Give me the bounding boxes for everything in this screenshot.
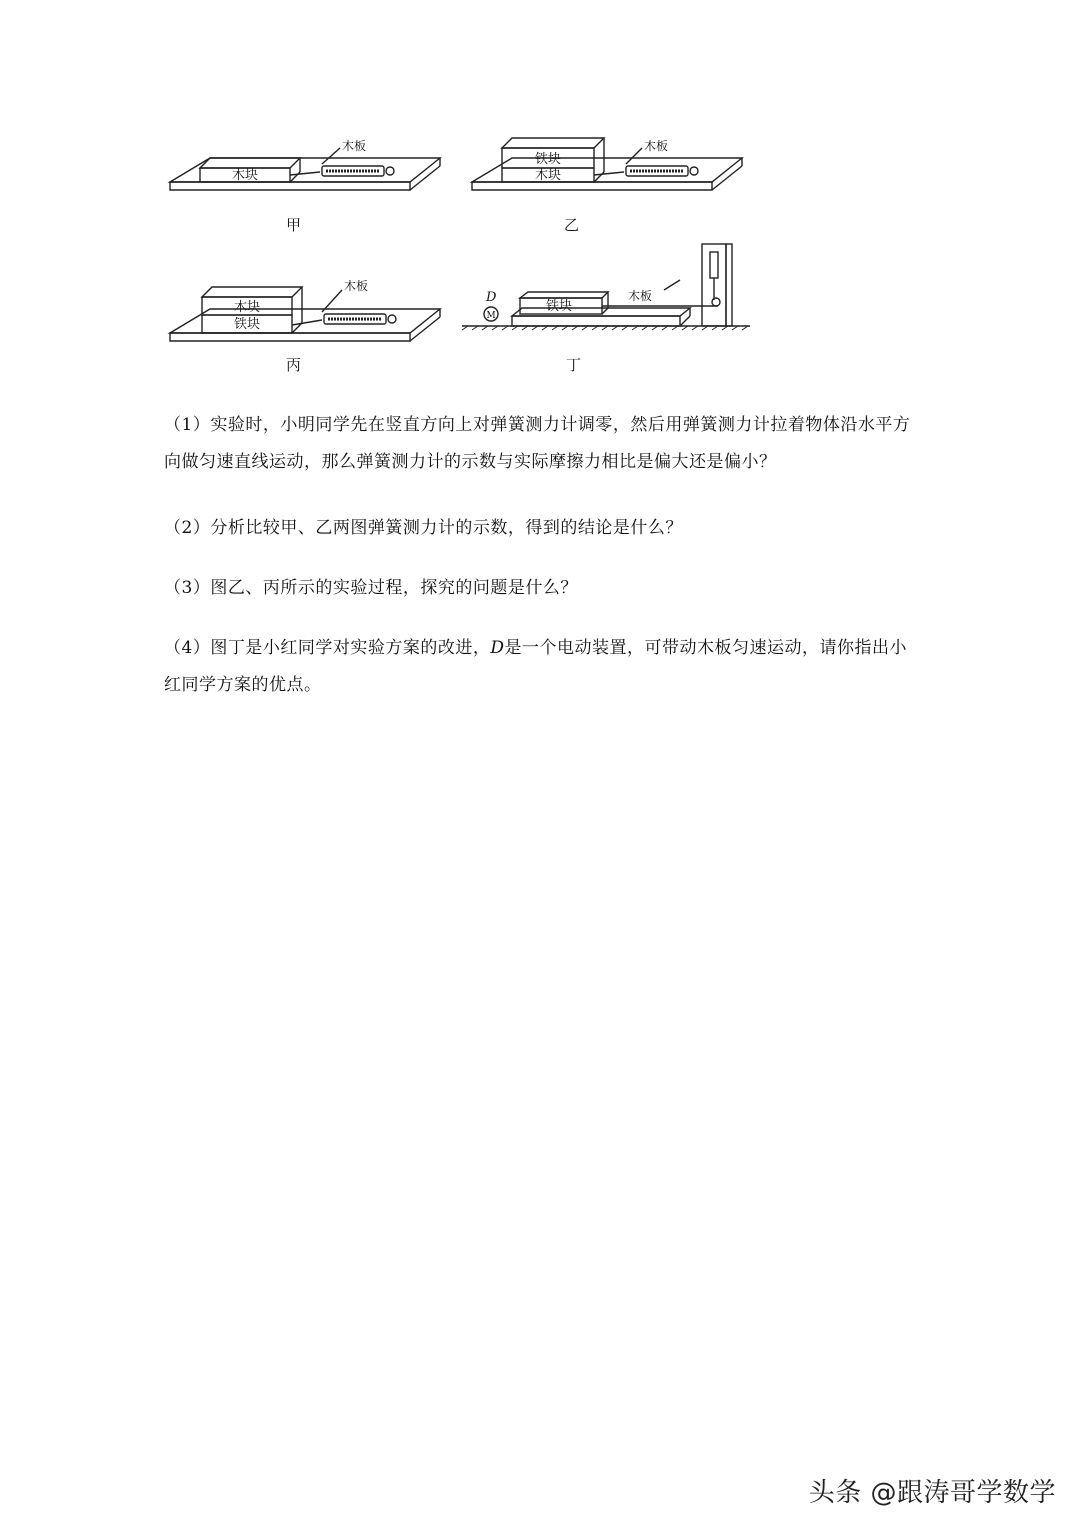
experiment-figure [150,130,770,380]
question-4-italic-d: D [490,638,505,658]
panel-bing [170,287,440,341]
watermark: 头条 @跟涛哥学数学 [808,1478,1056,1508]
question-1: （1）实验时，小明同学先在竖直方向上对弹簧测力计调零，然后用弹簧测力计拉着物体沿水平方向做匀速直线运动，那么弹簧测力计的示数与实际摩擦力相比是偏大还是偏小？ [164,415,911,472]
jia-board-label: 木板 [342,139,367,153]
question-4-text-before: （4）图丁是小红同学对实验方案的改进， [164,638,491,658]
bing-block-bottom-label: 铁块 [234,317,261,332]
yi-board-label: 木板 [644,139,669,153]
jia-block-label: 木块 [232,168,259,183]
ding-motor-symbol: M [486,311,496,321]
question-2: （2）分析比较甲、乙两图弹簧测力计的示数，得到的结论是什么？ [164,518,683,538]
ding-board-label: 木板 [628,289,653,303]
jia-caption: 甲 [286,216,302,234]
ding-device-label: D [486,290,497,305]
question-4 [164,630,924,704]
ding-caption: 丁 [566,356,582,374]
question-3: （3）图乙、丙所示的实验过程，探究的问题是什么？ [164,578,578,598]
panel-ding [462,244,750,330]
experiment-diagram [150,130,770,380]
panel-jia [170,148,440,190]
bing-board-label: 木板 [344,279,369,293]
ding-block-label: 铁块 [546,299,573,314]
yi-block-bottom-label: 木块 [535,168,562,183]
question-4-text-after: 是一个电动装置，可带动木板匀速运动，请你指出小红同学方案的优点。 [164,638,907,695]
yi-caption: 乙 [564,216,580,234]
panel-yi [472,138,742,190]
bing-block-top-label: 木块 [234,300,261,315]
yi-block-top-label: 铁块 [535,152,562,167]
bing-caption: 丙 [286,356,302,374]
